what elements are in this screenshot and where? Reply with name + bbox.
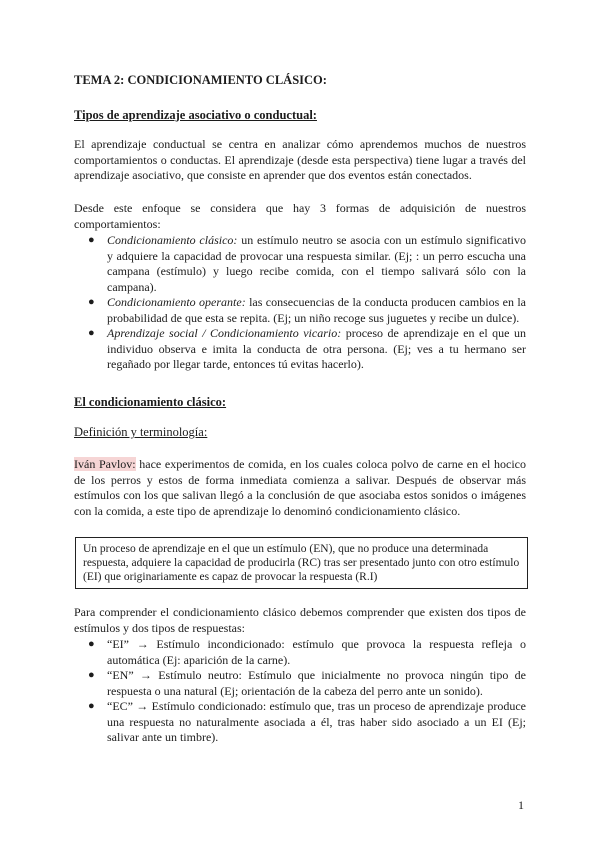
- pavlov-paragraph: [74, 457, 526, 519]
- stimulus-code: “EI” →: [107, 637, 157, 651]
- bullet-icon: ●: [88, 669, 95, 681]
- definition-box: Un proceso de aprendizaje en el que un estímulo (EN), que no produce una determinada respuesta, adquiere la capacidad de producirla (RC) tras ser presentado junto con otro estímulo (EI) que originariamente es capaz de provocar la respuesta (R.I): [75, 537, 528, 589]
- form-text: las consecuencias de la conducta producen cambios en la probabilidad de que esta se repita. (Ej; un niño recoge sus juguetes y recibe un dulce).: [107, 295, 527, 325]
- bullet-icon: ●: [88, 638, 95, 650]
- bullet-icon: ●: [88, 327, 95, 339]
- list-item: [74, 233, 526, 295]
- stimuli-list: [74, 637, 526, 746]
- stimulus-code: “EN” →: [107, 668, 159, 682]
- bullet-icon: ●: [88, 296, 95, 308]
- list-item: [74, 295, 526, 326]
- pavlov-name-highlight: Iván Pavlov:: [74, 457, 136, 471]
- bullet-icon: ●: [88, 700, 95, 712]
- page-number: 1: [518, 798, 524, 812]
- subheading-definition: Definición y terminología:: [74, 425, 208, 439]
- forms-list: [74, 233, 526, 373]
- list-item: [74, 699, 526, 746]
- list-item: [74, 637, 526, 668]
- form-text: un estímulo neutro se asocia con un estímulo significativo y adquiere la capacidad de provocar una respuesta similar. (Ej; : un perro escucha una campana (estímulo) y luego recibe comida, con el tiempo salivará sólo con la campana).: [107, 233, 526, 294]
- section-heading-classical: El condicionamiento clásico:: [74, 395, 227, 409]
- page-title: TEMA 2: CONDICIONAMIENTO CLÁSICO:: [74, 73, 327, 87]
- form-term: Aprendizaje social / Condicionamiento vicario:: [107, 326, 342, 340]
- forms-paragraph: Desde este enfoque se considera que hay 3 formas de adquisición de nuestros comportamientos:: [74, 201, 526, 231]
- form-term: Condicionamiento operante:: [107, 295, 246, 309]
- form-text: proceso de aprendizaje en el que un individuo observa e imita la conducta de otra persona. (Ej; ves a tu hermano ser regañado por llegar tarde, entonces tú evitas hacerlo).: [107, 326, 527, 371]
- pavlov-text: hace experimentos de comida, en los cuales coloca polvo de carne en el hocico de los perros y estos de forma inmediata comienza a salivar. Después de observar más estímulos con los que salivan llegó a la conclusión de que asociaba estos sonidos o imágenes con la comida, a este tipo de aprendizaje lo denominó condicionamiento clásico.: [74, 457, 526, 518]
- stimulus-code: “EC” →: [107, 699, 152, 713]
- types-paragraph: Para comprender el condicionamiento clásico debemos comprender que existen dos tipos de estímulos y dos tipos de respuestas:: [74, 605, 526, 635]
- stimulus-text: Estímulo incondicionado: estímulo que provoca la respuesta refleja o automática (Ej: aparición de la carne).: [107, 637, 526, 667]
- intro-paragraph: El aprendizaje conductual se centra en analizar cómo aprendemos muchos de nuestros comportamientos o conductas. El aprendizaje (desde esta perspectiva) tiene lugar a través del aprendizaje asociativo, que consiste en aprender que dos eventos están conectados.: [74, 137, 526, 182]
- stimulus-text: Estímulo condicionado: estímulo que, tras un proceso de aprendizaje produce una respuesta no naturalmente asociada a él, tras haber sido asociado a un EI (Ej; salivar ante un timbre).: [107, 699, 526, 744]
- stimulus-text: Estímulo neutro: Estímulo que inicialmente no provoca ningún tipo de respuesta o una natural (Ej; orientación de la cabeza del perro ante un sonido).: [107, 668, 526, 698]
- list-item: [74, 326, 526, 373]
- form-term: Condicionamiento clásico:: [107, 233, 238, 247]
- list-item: [74, 668, 526, 699]
- section-heading-types: Tipos de aprendizaje asociativo o conductual:: [74, 108, 317, 122]
- bullet-icon: ●: [88, 234, 95, 246]
